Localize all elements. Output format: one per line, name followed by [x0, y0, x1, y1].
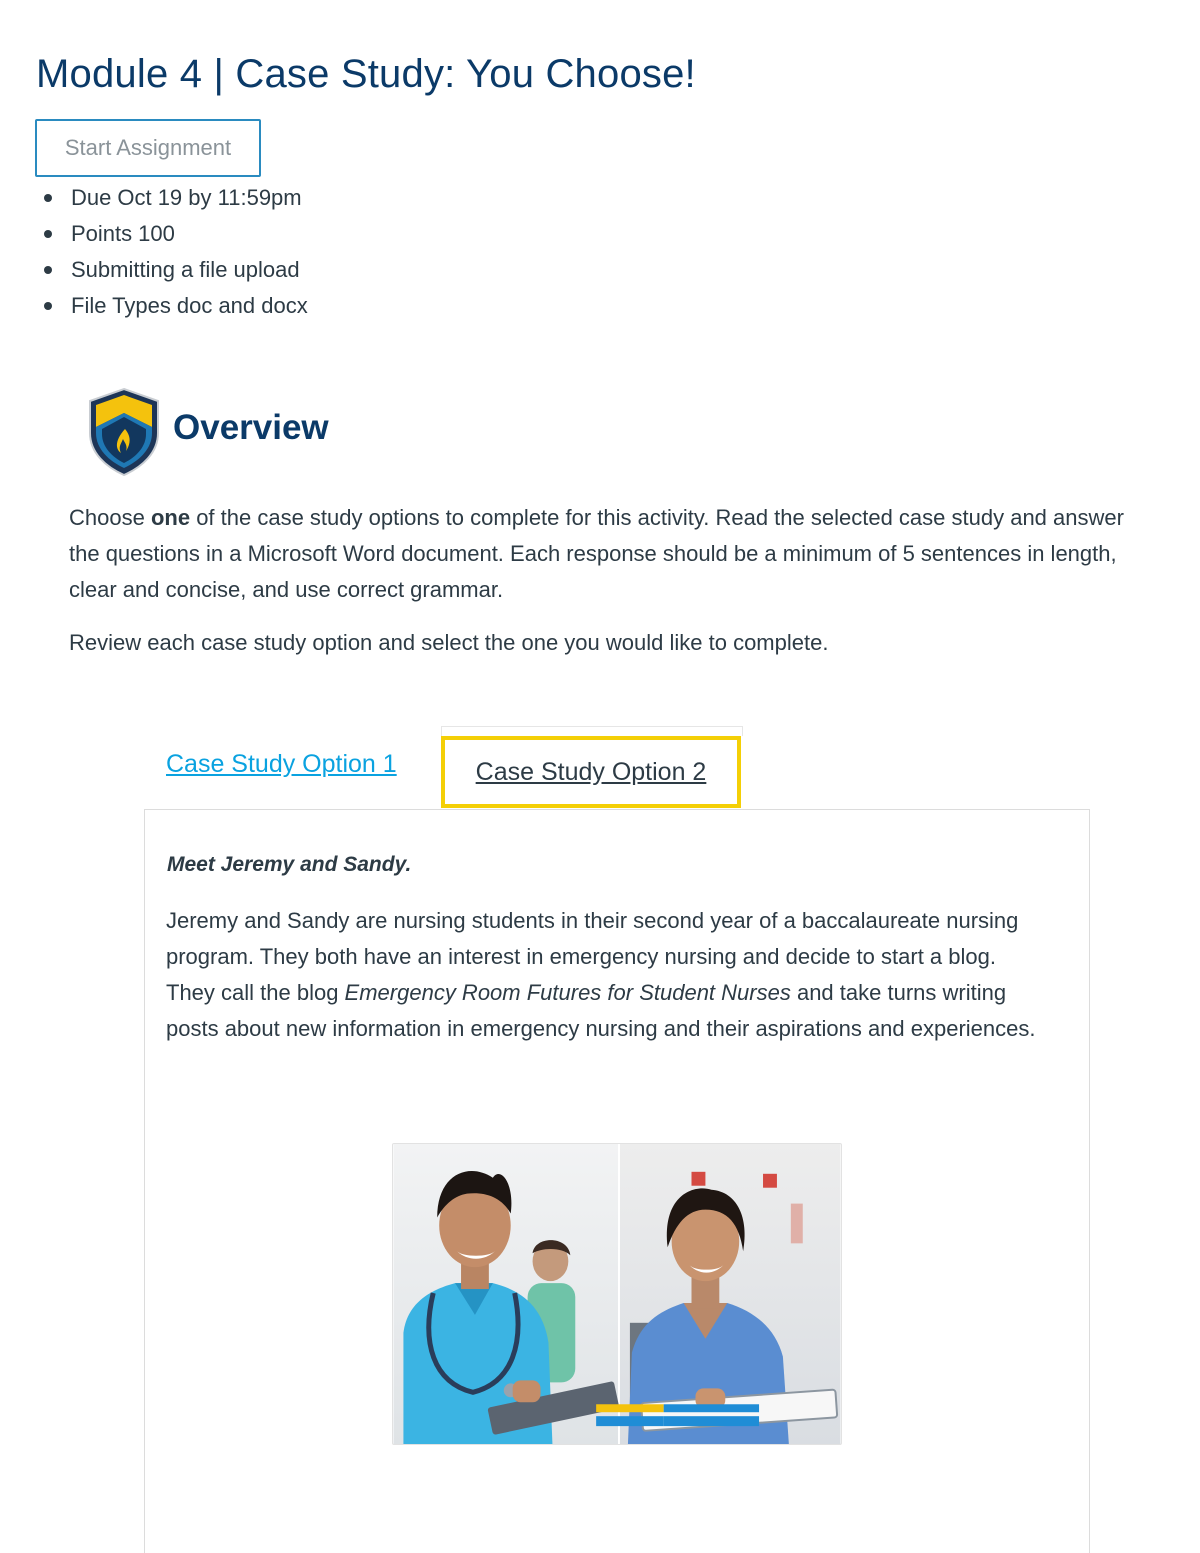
case-body	[166, 903, 1046, 1047]
intro-emphasis: one	[150, 505, 191, 530]
bullet-icon	[44, 266, 52, 274]
detail-value: 100	[138, 221, 175, 246]
case-body-text-rest: and take turns writing posts about new information in emergency nursing and their aspirations and experiences.	[166, 980, 1036, 1041]
tab-case-study-option-2[interactable]: Case Study Option 2	[441, 736, 741, 808]
page-title: Module 4 | Case Study: You Choose!	[36, 52, 696, 96]
tab-case-study-option-1[interactable]: Case Study Option 1	[166, 750, 397, 778]
bullet-icon	[44, 194, 52, 202]
detail-value: a file upload	[180, 257, 300, 282]
detail-value: doc and docx	[176, 293, 308, 318]
intro-text: Choose	[69, 505, 151, 530]
case-body-text: Jeremy and Sandy are nursing students in their second year of a baccalaureate nursing program. They both have an interest in emergency nursing and decide to start a blog. They call the blog	[166, 908, 1019, 1005]
bullet-icon	[44, 230, 52, 238]
detail-value: Oct 19 by 11:59pm	[117, 185, 302, 210]
detail-label: Points	[71, 221, 133, 246]
start-assignment-button[interactable]: Start Assignment	[35, 119, 261, 177]
case-heading: Meet Jeremy and Sandy.	[167, 853, 412, 876]
overview-instruction: Review each case study option and select the one you would like to complete.	[69, 630, 829, 655]
assignment-details	[44, 180, 308, 324]
overview-heading: Overview	[173, 408, 329, 447]
bullet-icon	[44, 302, 52, 310]
tab-divider	[441, 726, 743, 736]
detail-label: Submitting	[71, 257, 175, 282]
detail-label: Due	[71, 185, 112, 210]
detail-submitting	[44, 252, 308, 288]
detail-label: File Types	[71, 293, 171, 318]
shield-flame-logo-icon	[88, 387, 160, 477]
detail-due	[44, 180, 308, 216]
overview-intro	[69, 500, 1159, 608]
nursing-students-photo	[392, 1143, 842, 1445]
intro-text-rest: of the case study options to complete for this activity. Read the selected case study and answer the questions in a Microsoft Word document. Each response should be a minimum of 5 sentences in length, clear and concise, and use correct grammar.	[69, 505, 1124, 602]
blog-name: Emergency Room Futures for Student Nurses	[344, 980, 791, 1005]
detail-file-types	[44, 288, 308, 324]
detail-points	[44, 216, 308, 252]
